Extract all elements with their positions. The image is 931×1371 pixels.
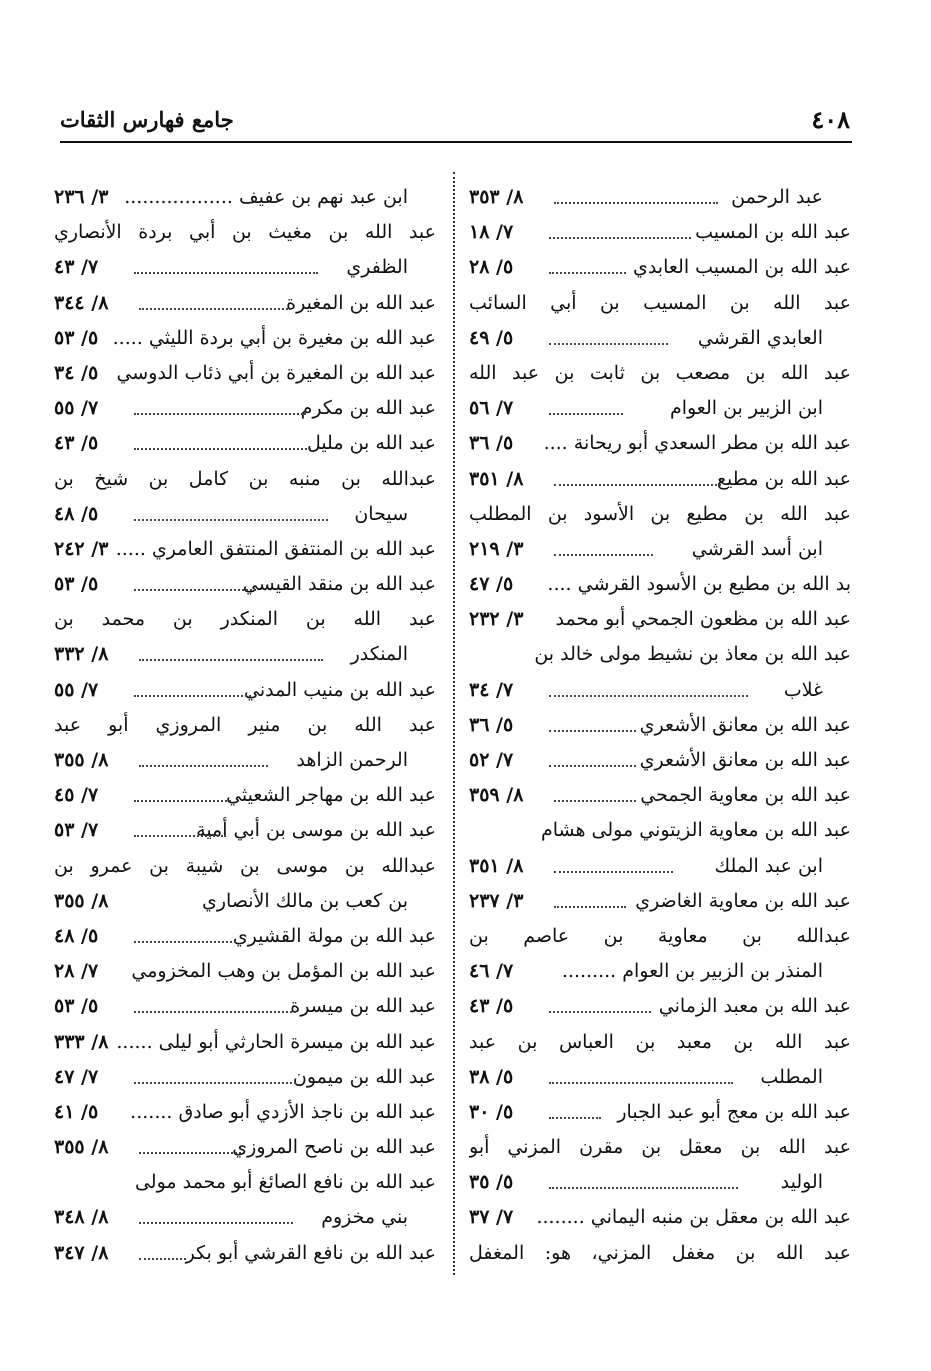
volume-page-ref: ٧/ ٤٧ xyxy=(54,1065,99,1088)
volume-page-ref: ٨/ ٣٤٤ xyxy=(54,291,109,314)
index-entry xyxy=(469,286,851,321)
entry-name: عبد الله بن نافع القرشي أبو بكر xyxy=(185,1241,436,1264)
index-entry xyxy=(54,1025,436,1060)
index-entry xyxy=(469,532,851,567)
index-entry xyxy=(54,708,436,743)
dot-leader xyxy=(134,941,236,943)
index-entry xyxy=(54,215,436,250)
dot-leader xyxy=(549,695,748,697)
volume-page-ref: ٨/ ٣٥٥ xyxy=(54,1136,109,1159)
index-entry xyxy=(54,778,436,813)
volume-page-ref: ٥/ ٣٠ xyxy=(469,1100,514,1123)
index-entry xyxy=(469,602,851,637)
dot-leader xyxy=(554,800,636,802)
page-header xyxy=(60,105,850,141)
dot-leader xyxy=(139,1222,293,1224)
index-entry xyxy=(54,1095,436,1130)
dot-leader xyxy=(549,1187,738,1189)
dot-leader xyxy=(549,1117,601,1119)
volume-page-ref: ٥/ ٣٥ xyxy=(469,1171,514,1194)
volume-page-ref: ٧/ ٥٢ xyxy=(469,749,514,771)
index-entry xyxy=(469,1095,851,1130)
index-entry xyxy=(469,1200,851,1235)
entry-name: الظفري xyxy=(346,256,408,279)
volume-page-ref: ٧/ ١٨ xyxy=(469,221,514,244)
volume-page-ref: ٥/ ٤٣ xyxy=(54,432,99,455)
volume-page-ref: ٥/ ٤٧ xyxy=(469,573,514,596)
index-entry xyxy=(469,673,851,708)
volume-page-ref: ٥/ ٤٨ xyxy=(54,502,99,525)
index-entry xyxy=(54,1200,436,1235)
entry-name: المنكدر xyxy=(350,643,408,666)
entry-name: عبد الله بن مهاجر الشعيثي xyxy=(226,784,436,807)
volume-page-ref: ٣/ ٢٣٦ xyxy=(54,186,109,208)
entry-name: عبد الله بن مغفل المزني، هو: المغفل xyxy=(469,1241,851,1264)
index-entry xyxy=(54,391,436,426)
volume-page-ref: ٥/ ٤١ xyxy=(54,1100,99,1123)
entry-name: عبد الله بن معاذ بن نشيط مولى خالد بن xyxy=(534,643,851,666)
dot-leader xyxy=(549,730,636,732)
index-entry xyxy=(54,462,436,497)
index-entry xyxy=(469,1130,851,1165)
volume-page-ref: ٥/ ٣٨ xyxy=(469,1065,514,1088)
index-entry xyxy=(469,356,851,391)
entry-name: عبد الله بن معج أبو عبد الجبار xyxy=(617,1100,851,1123)
index-entry xyxy=(54,884,436,919)
index-entry xyxy=(469,1165,851,1200)
entry-name: عبد الله بن المسيب العابدي xyxy=(632,256,851,279)
entry-name: عبد الله بن معانق الأشعري xyxy=(639,713,851,736)
dot-leader xyxy=(549,765,636,767)
entry-name: عبد الله بن مولة القشيري xyxy=(232,924,436,947)
volume-page-ref: ٥/ ٤٣ xyxy=(469,995,514,1018)
page-number: ٤٠٨ xyxy=(811,105,850,134)
dot-leader xyxy=(134,272,318,274)
index-entry xyxy=(469,954,851,989)
entry-name: عبد الله بن منير المروزي أبو عبد xyxy=(54,713,436,736)
volume-page-ref: ٧/ ٢٨ xyxy=(54,960,99,983)
volume-page-ref: ٣/ ٢٣٧ xyxy=(469,889,524,912)
index-entry xyxy=(469,849,851,884)
dot-leader xyxy=(139,308,291,310)
book-title: جامع فهارس الثقات xyxy=(60,107,234,132)
dot-leader xyxy=(134,413,306,415)
dot-leader xyxy=(139,1152,241,1154)
index-entry xyxy=(54,1060,436,1095)
entry-name: عبد الله بن نافع الصائغ أبو محمد مولى xyxy=(134,1171,436,1194)
entry-name: عبد الله بن مغيث بن أبي بردة الأنصاري xyxy=(54,221,436,244)
entry-name: عبد الله بن المسيب بن أبي السائب xyxy=(469,291,851,314)
volume-page-ref: ٥/ ٣٦ xyxy=(469,432,514,455)
volume-page-ref: ٧/ ٣٧ xyxy=(469,1206,514,1229)
entry-name: عبد الله بن معاوية الغاضري xyxy=(635,889,851,912)
header-rule xyxy=(60,141,852,143)
entry-name: عبد الله بن المؤمل بن وهب المخزومي xyxy=(131,960,436,983)
entry-name: عبد الله بن ميمون xyxy=(292,1065,436,1088)
index-entry xyxy=(54,426,436,461)
index-entry xyxy=(469,989,851,1024)
right-column xyxy=(469,180,851,1271)
volume-page-ref: ٨/ ٣٣٣ xyxy=(54,1030,109,1053)
index-entry xyxy=(54,637,436,672)
index-entry xyxy=(54,673,436,708)
dot-leader xyxy=(554,484,721,486)
volume-page-ref: ٧/ ٤٣ xyxy=(54,256,99,279)
entry-name: ابن عبد الملك xyxy=(714,854,823,877)
entry-name: عبدالله بن معاوية بن عاصم بن xyxy=(469,924,851,947)
volume-page-ref: ٨/ ٣٣٢ xyxy=(54,643,109,666)
index-entry xyxy=(469,919,851,954)
index-entry xyxy=(469,1025,851,1060)
volume-page-ref: ٥/ ٣٤ xyxy=(54,361,99,384)
dot-leader xyxy=(134,835,226,837)
entry-name: عبد الله بن المنتفق المنتفق العامري ..... xyxy=(115,537,436,560)
index-entry xyxy=(54,989,436,1024)
entry-name: عبد الله بن معقل بن منبه اليماني ........ xyxy=(536,1206,851,1229)
dot-leader xyxy=(549,237,691,239)
index-entry xyxy=(469,567,851,602)
index-entry xyxy=(54,286,436,321)
index-entry xyxy=(469,1060,851,1095)
dot-leader xyxy=(139,1258,186,1260)
volume-page-ref: ٨/ ٣٤٨ xyxy=(54,1206,109,1229)
index-entry xyxy=(469,391,851,426)
volume-page-ref: ٧/ ٥٣ xyxy=(54,819,99,842)
volume-page-ref: ٥/ ٥٣ xyxy=(54,573,99,596)
dot-leader xyxy=(139,659,323,661)
volume-page-ref: ٨/ ٣٥٣ xyxy=(469,186,524,208)
entry-name: عبد الله بن ناجذ الأزدي أبو صادق ....... xyxy=(130,1100,436,1123)
left-column xyxy=(54,180,436,1271)
volume-page-ref: ٨/ ٣٥١ xyxy=(469,854,524,877)
entry-name: ابن أسد القرشي xyxy=(691,537,823,560)
dot-leader xyxy=(134,1082,296,1084)
index-entry xyxy=(54,919,436,954)
entry-name: عبد الله بن ميسرة xyxy=(290,995,436,1018)
volume-page-ref: ٥/ ٥٣ xyxy=(54,995,99,1018)
index-entry xyxy=(54,356,436,391)
entry-name: العابدي القرشي xyxy=(697,326,823,349)
dot-leader xyxy=(549,413,623,415)
index-entry xyxy=(469,215,851,250)
entry-name: عبد الله بن المغيرة xyxy=(286,291,436,314)
entry-name: غلاب xyxy=(783,678,823,701)
dot-leader xyxy=(554,906,626,908)
entry-name: الوليد xyxy=(780,1171,823,1194)
volume-page-ref: ٥/ ٢٨ xyxy=(469,256,514,279)
volume-page-ref: ٧/ ٥٥ xyxy=(54,397,99,420)
index-entry xyxy=(54,1165,436,1200)
dot-leader xyxy=(134,448,311,450)
entry-name: عبد الله بن ميسرة الحارثي أبو ليلى ...... xyxy=(116,1030,436,1053)
entry-name: المطلب xyxy=(760,1065,823,1088)
volume-page-ref: ٣/ ٢١٩ xyxy=(469,537,524,560)
index-entry xyxy=(54,1130,436,1165)
volume-page-ref: ٧/ ٣٤ xyxy=(469,678,514,701)
volume-page-ref: ٥/ ٤٩ xyxy=(469,326,514,349)
index-entry xyxy=(469,743,851,778)
entry-name: عبدالله بن موسى بن شيبة بن عمرو بن xyxy=(54,854,436,877)
entry-name: بني مخزوم xyxy=(321,1206,408,1229)
entry-name: عبد الله بن موسى بن أبي أمية xyxy=(196,819,436,842)
entry-name: عبد الله بن المنكدر بن محمد بن xyxy=(54,608,436,631)
volume-page-ref: ٥/ ٣٦ xyxy=(469,713,514,736)
index-entry xyxy=(469,884,851,919)
column-divider xyxy=(453,172,455,1275)
entry-name: عبد الله بن معاوية الزيتوني مولى هشام xyxy=(540,819,851,842)
entry-name: الرحمن الزاهد xyxy=(296,749,408,771)
entry-name: ابن عبد نهم بن عفيف .................. xyxy=(124,186,408,208)
entry-name: ابن الزبير بن العوام xyxy=(669,397,823,420)
index-entry xyxy=(469,250,851,285)
index-entry xyxy=(54,321,436,356)
volume-page-ref: ٥/ ٤٨ xyxy=(54,924,99,947)
volume-page-ref: ٣/ ٢٤٢ xyxy=(54,537,109,560)
volume-page-ref: ٧/ ٥٥ xyxy=(54,678,99,701)
index-entry xyxy=(469,321,851,356)
index-entry xyxy=(54,250,436,285)
index-entry xyxy=(469,708,851,743)
entry-name: عبد الله بن معبد بن العباس بن عبد xyxy=(469,1030,851,1053)
index-entry xyxy=(54,954,436,989)
dot-leader xyxy=(134,519,328,521)
dot-leader xyxy=(134,800,231,802)
index-entry xyxy=(54,497,436,532)
entry-name: عبد الله بن معانق الأشعري xyxy=(639,749,851,771)
dot-leader xyxy=(139,765,268,767)
dot-leader xyxy=(549,1011,651,1013)
volume-page-ref: ٧/ ٤٦ xyxy=(469,960,514,983)
index-entry xyxy=(54,1236,436,1271)
volume-page-ref: ٧/ ٤٥ xyxy=(54,784,99,807)
entry-name: عبد الله بن مطر السعدي أبو ريحانة .... xyxy=(543,432,851,455)
entry-name: عبد الله بن مظعون الجمحي أبو محمد xyxy=(555,608,851,631)
entry-name: المنذر بن الزبير بن العوام ......... xyxy=(561,960,823,983)
entry-name: عبد الله بن المسيب xyxy=(695,221,851,244)
entry-name: عبد الله بن معقل بن مقرن المزني أبو xyxy=(469,1136,851,1159)
entry-name: عبد الله بن منيب المدني xyxy=(244,678,436,701)
index-entry xyxy=(54,180,436,215)
index-entry xyxy=(469,1236,851,1271)
entry-name: عبد الله بن مغيرة بن أبي بردة الليثي ..... xyxy=(112,326,436,349)
volume-page-ref: ٨/ ٣٥٥ xyxy=(54,889,109,912)
dot-leader xyxy=(554,554,653,556)
entry-name: عبدالله بن منبه بن كامل بن شيخ بن xyxy=(54,467,436,490)
index-entry xyxy=(54,602,436,637)
index-entry xyxy=(469,813,851,848)
entry-name: بن كعب بن مالك الأنصاري xyxy=(201,889,408,912)
entry-name: عبد الله بن مليل xyxy=(306,432,436,455)
entry-name: عبد الله بن ناصح المروزي xyxy=(232,1136,436,1159)
entry-name: عبد الله بن مصعب بن ثابت بن عبد الله xyxy=(469,361,851,384)
index-entry xyxy=(54,849,436,884)
index-entry xyxy=(469,426,851,461)
volume-page-ref: ٨/ ٣٥٩ xyxy=(469,784,524,807)
entry-name: عبد الله بن معبد الزماني xyxy=(658,995,851,1018)
volume-page-ref: ٨/ ٣٥٥ xyxy=(54,749,109,771)
index-entry xyxy=(54,532,436,567)
entry-name: سيحان xyxy=(354,502,408,525)
dot-leader xyxy=(134,695,251,697)
entry-name: بد الله بن مطيع بن الأسود القرشي .... xyxy=(547,573,851,596)
index-entry xyxy=(54,567,436,602)
index-entry xyxy=(469,180,851,215)
index-entry xyxy=(469,462,851,497)
index-entry xyxy=(469,637,851,672)
dot-leader xyxy=(554,871,673,873)
volume-page-ref: ٧/ ٥٦ xyxy=(469,397,514,420)
dot-leader xyxy=(134,589,256,591)
entry-name: عبد الله بن مكرم xyxy=(300,397,436,420)
volume-page-ref: ٣/ ٢٣٢ xyxy=(469,608,524,631)
entry-name: عبد الله بن منقد القيسي xyxy=(242,573,436,596)
entry-name: عبد الله بن مطيع xyxy=(716,467,851,490)
volume-page-ref: ٨/ ٣٤٧ xyxy=(54,1241,109,1264)
entry-name: عبد الله بن مطيع بن الأسود بن المطلب xyxy=(469,502,851,525)
volume-page-ref: ٨/ ٣٥١ xyxy=(469,467,524,490)
entry-name: عبد الرحمن xyxy=(731,186,823,208)
dot-leader xyxy=(554,202,718,204)
entry-name: عبد الله بن المغيرة بن أبي ذئاب الدوسي xyxy=(116,361,436,384)
dot-leader xyxy=(134,1011,296,1013)
dot-leader xyxy=(549,272,626,274)
index-entry xyxy=(54,813,436,848)
volume-page-ref: ٥/ ٥٣ xyxy=(54,326,99,349)
index-entry xyxy=(469,497,851,532)
index-entry xyxy=(54,743,436,778)
entry-name: عبد الله بن معاوية الجمحي xyxy=(640,784,851,807)
dot-leader xyxy=(549,1082,733,1084)
index-entry xyxy=(469,778,851,813)
dot-leader xyxy=(549,343,668,345)
